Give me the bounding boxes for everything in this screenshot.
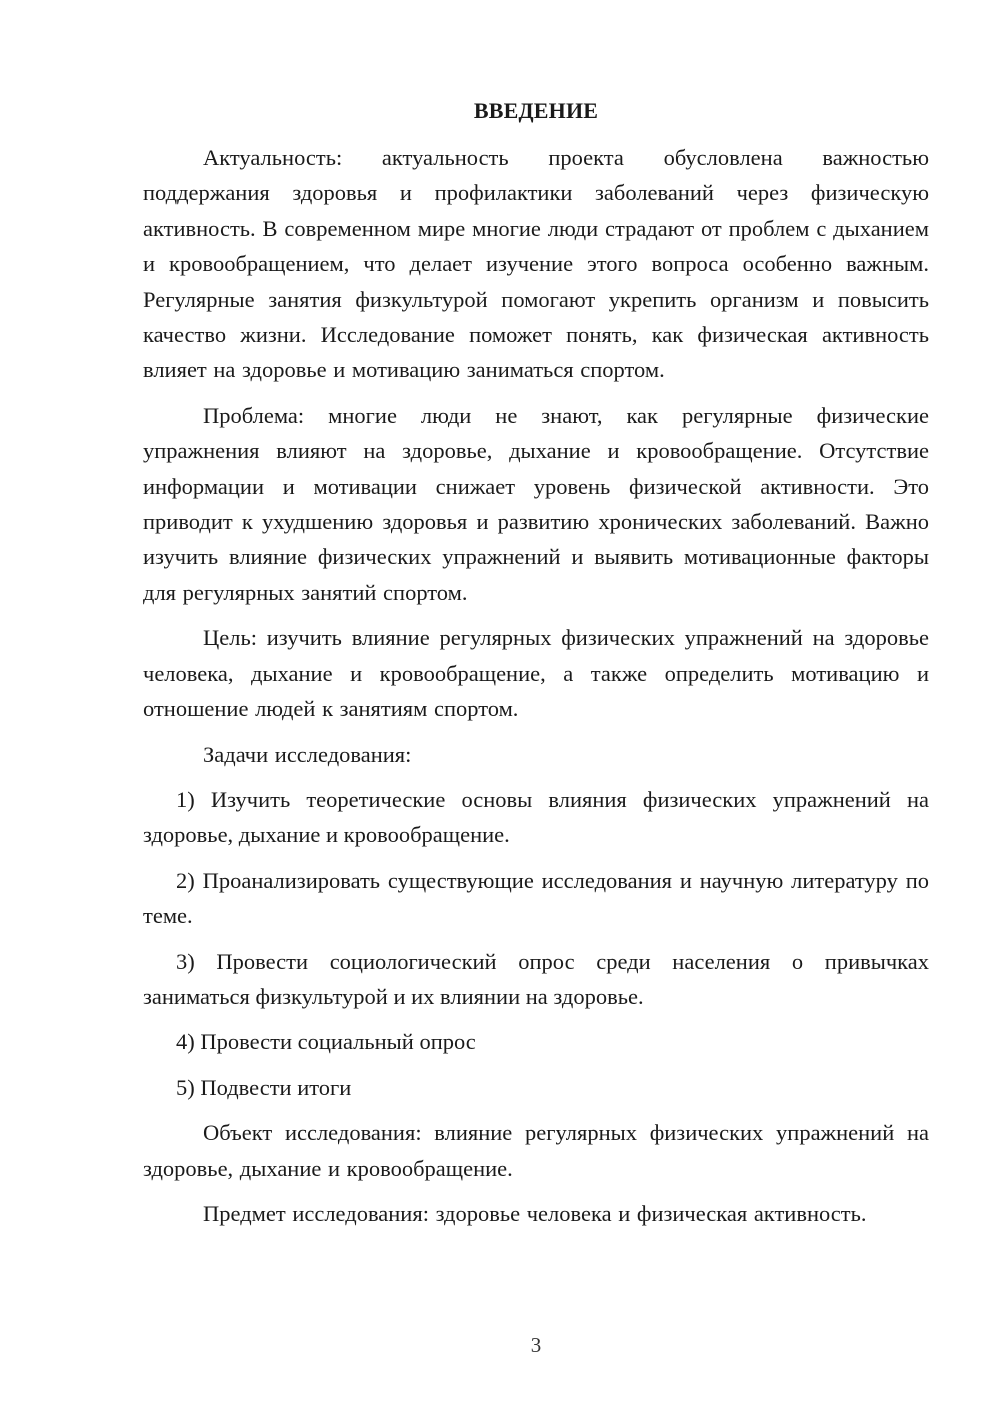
relevance-paragraph: Актуальность: актуальность проекта обусловлена важностью поддержания здоровья и профилактики заболеваний через физическую активность. В современном мире многие люди страдают от проблем с дыханием и кровообращением, что делает изучение этого вопроса особенно важным. Регулярные занятия физкультурой помогают укрепить организм и повысить качество жизни. Исследование поможет понять, как физическая активность влияет на здоровье и мотивацию заниматься спортом.: [143, 145, 929, 383]
subject-paragraph: Предмет исследования: здоровье человека и физическая активность.: [203, 1200, 867, 1226]
page-number: 3: [530, 1333, 542, 1357]
task-item-1: 1) Изучить теоретические основы влияния физических упражнений на здоровье, дыхание и кровообращение.: [143, 786, 929, 848]
goal-paragraph: Цель: изучить влияние регулярных физических упражнений на здоровье человека, дыхание и кровообращение, а также определить мотивацию и отношение людей к занятиям спортом.: [143, 625, 929, 722]
problem-paragraph: Проблема: многие люди не знают, как регулярные физические упражнения влияют на здоровье, дыхание и кровообращение. Отсутствие информации и мотивации снижает уровень физической активности. Это приводит к ухудшению здоровья и развитию хронических заболеваний. Важно изучить влияние физических упражнений и выявить мотивационные факторы для регулярных занятий спортом.: [143, 402, 929, 605]
tasks-title: Задачи исследования:: [203, 741, 412, 767]
task-item-3: 3) Провести социологический опрос среди населения о привычках заниматься физкультурой и их влиянии на здоровье.: [143, 948, 929, 1009]
task-item-4: 4) Провести социальный опрос: [176, 1029, 476, 1055]
task-item-2: 2) Проанализировать существующие исследования и научную литературу по теме.: [143, 867, 929, 929]
section-heading: ВВЕДЕНИЕ: [473, 98, 599, 123]
object-paragraph: Объект исследования: влияние регулярных физических упражнений на здоровье, дыхание и кровообращение.: [143, 1120, 929, 1181]
task-item-5: 5) Подвести итоги: [176, 1074, 352, 1100]
page-content: [143, 93, 929, 1241]
